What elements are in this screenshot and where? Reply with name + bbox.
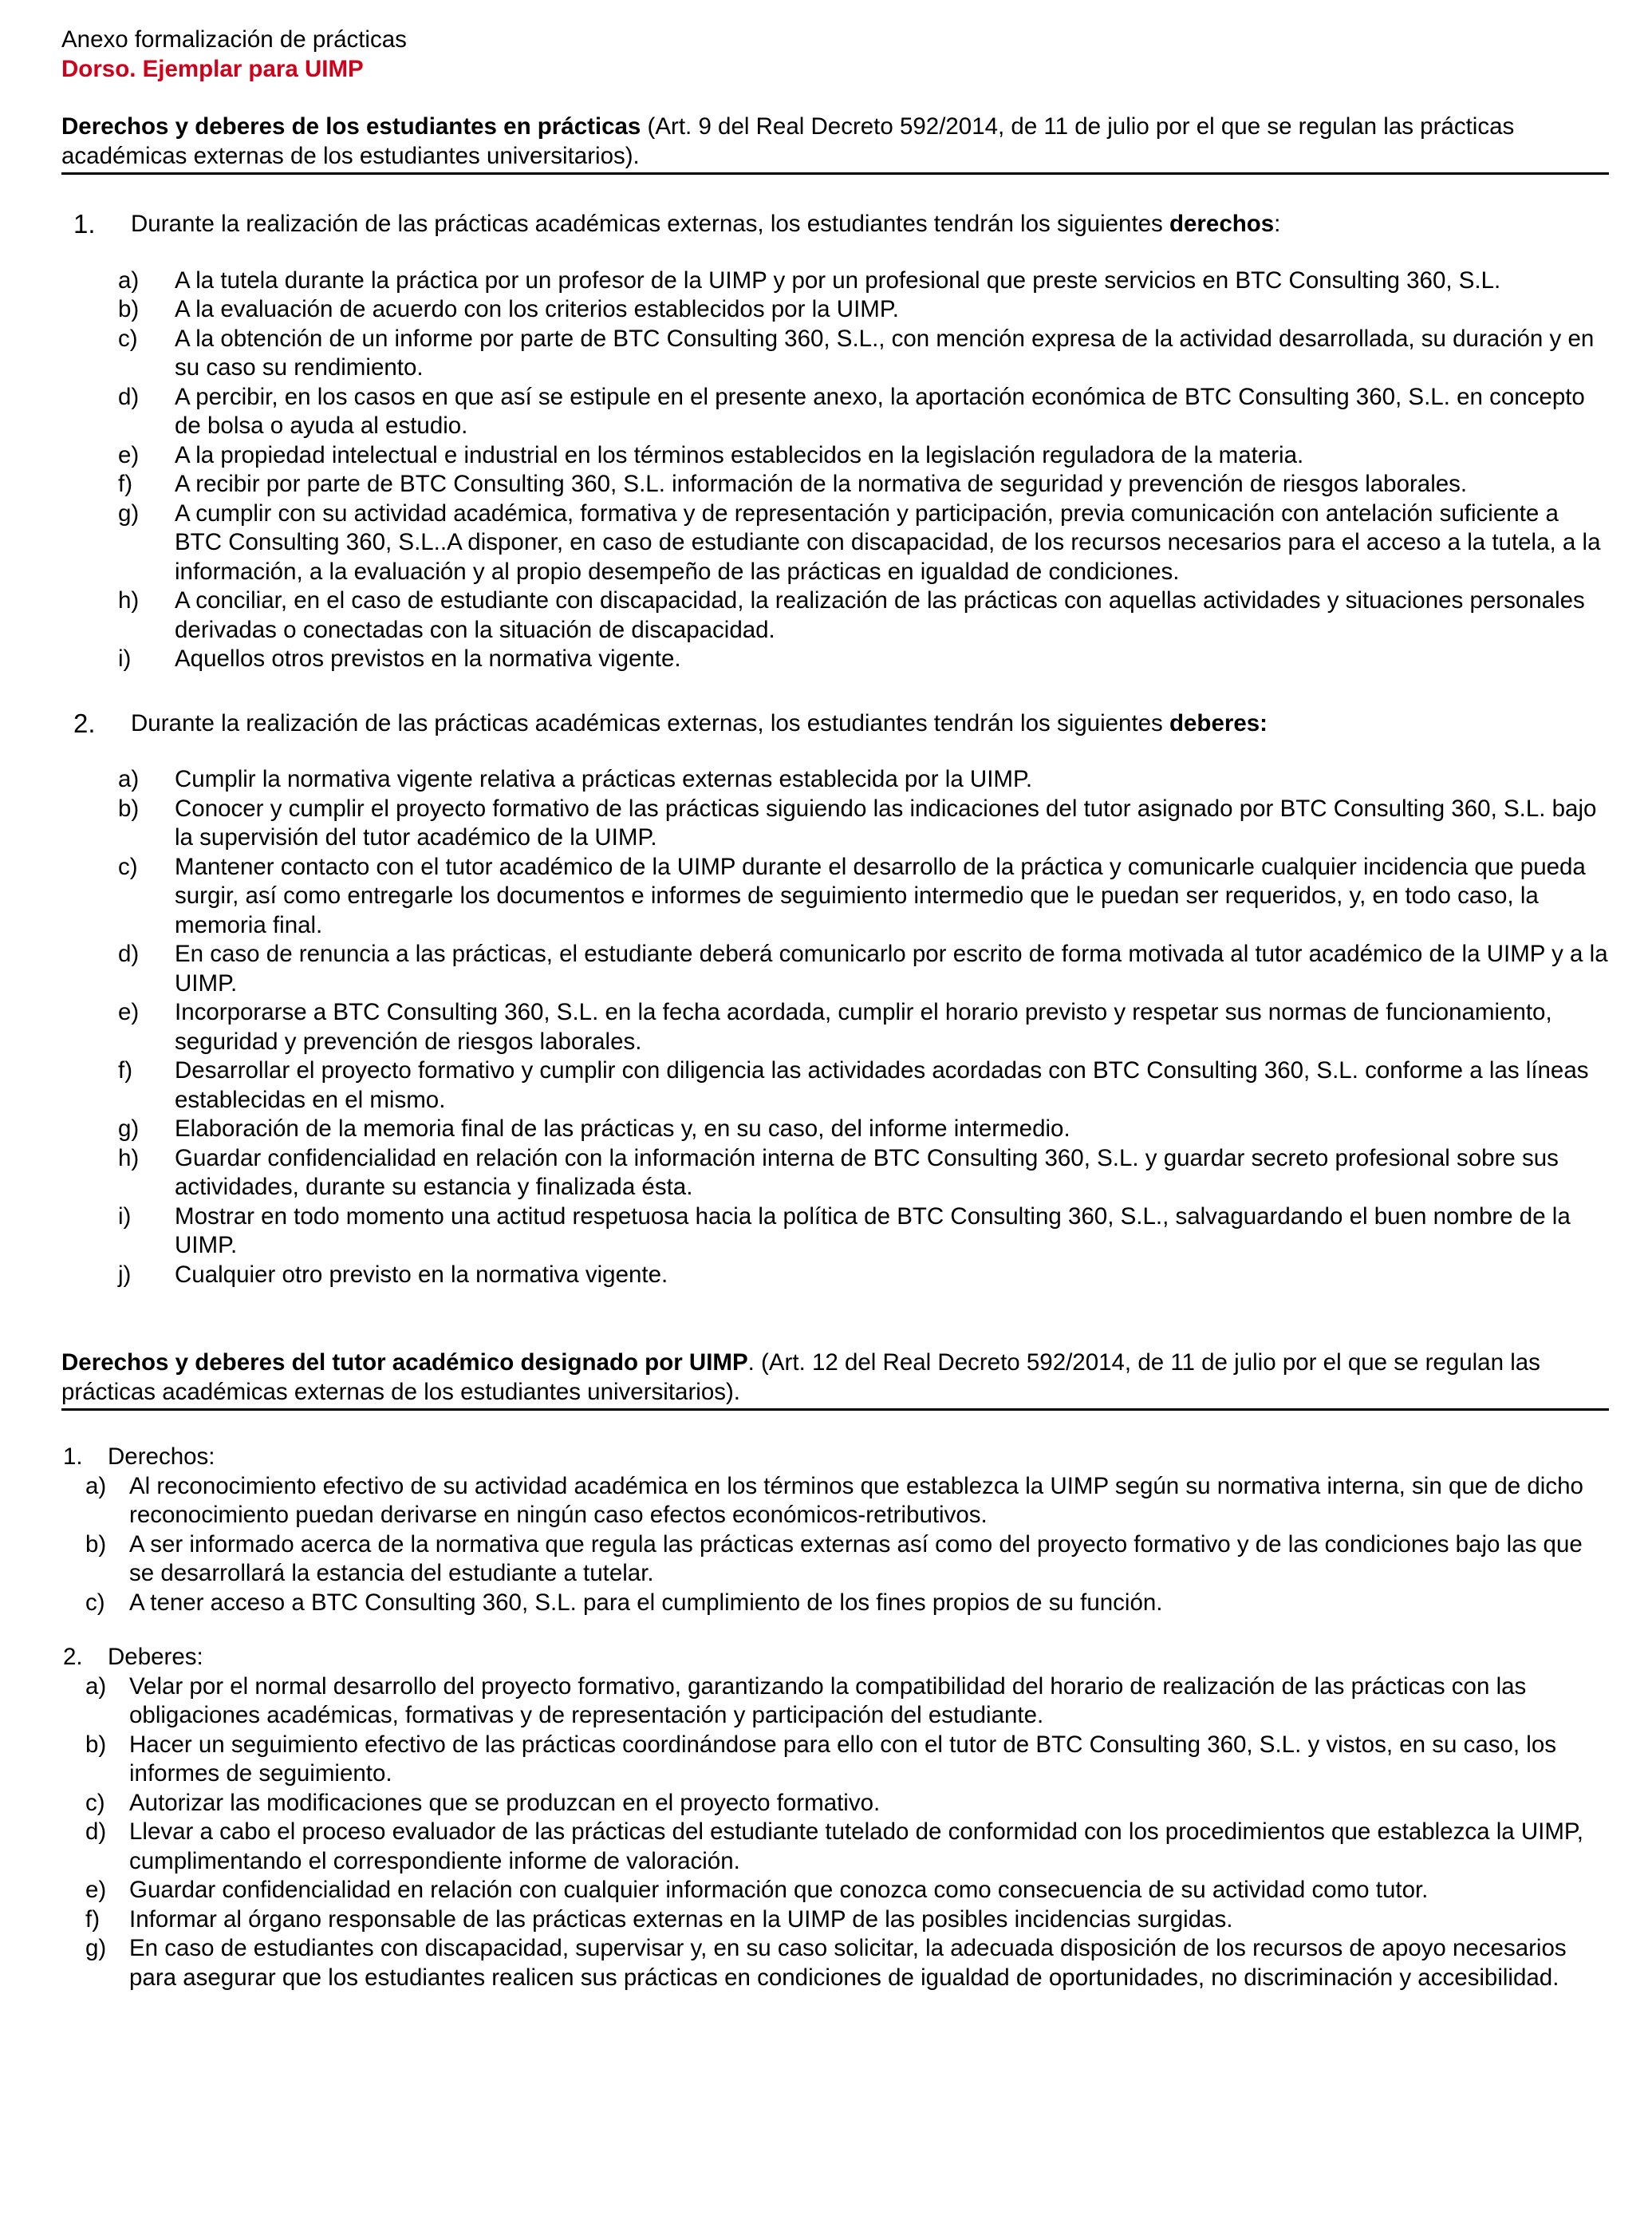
tutor-rights-heading xyxy=(61,1443,1609,1472)
annex-title: Anexo formalización de prácticas xyxy=(61,26,407,53)
tutor-duty-item xyxy=(61,1818,1609,1876)
students-duties-intro: Durante la realización de las prácticas académicas externas, los estudiantes tendrán los siguientes xyxy=(131,709,1169,736)
student-duty-item xyxy=(61,765,1609,795)
tutor-title-rest: . (Art. 12 del Real Decreto 592/2014, de 11 de julio por el que se regulan las prácticas académicas externas de los estudiantes universitarios). xyxy=(61,1349,1540,1405)
list-item-letter: g) xyxy=(85,1935,107,1961)
list-item-text: A conciliar, en el caso de estudiante con discapacidad, la realización de las prácticas con aquellas actividades y situaciones personales derivadas o conectadas con la situación de discapacidad. xyxy=(175,587,1585,643)
list-item-letter: a) xyxy=(118,766,140,792)
list-item-text: A tener acceso a BTC Consulting 360, S.L. para el cumplimiento de los fines propios de su función. xyxy=(129,1589,1163,1616)
list-item-letter: f) xyxy=(118,1057,133,1084)
list-item-text: Desarrollar el proyecto formativo y cumplir con diligencia las actividades acordadas con BTC Consulting 360, S.L. conforme a las líneas establecidas en el mismo. xyxy=(175,1057,1589,1113)
student-right-item xyxy=(61,586,1609,645)
tutor-title-bold: Derechos y deberes del tutor académico designado por UIMP xyxy=(61,1349,748,1376)
copy-label: Dorso. Ejemplar para UIMP xyxy=(61,55,364,82)
list-item-text: Mostrar en todo momento una actitud respetuosa hacia la política de BTC Consulting 360, S.L., salvaguardando el buen nombre de la UIMP. xyxy=(175,1202,1571,1258)
list-item-text: A la propiedad intelectual e industrial en los términos establecidos en la legislación reguladora de la materia. xyxy=(175,441,1304,468)
tutor-right-item xyxy=(61,1589,1609,1618)
list-item-letter: h) xyxy=(118,1144,140,1171)
tutor-right-item xyxy=(61,1472,1609,1530)
students-rights-intro-bold: derechos xyxy=(1169,211,1275,237)
tutor-rights-number: 1. xyxy=(63,1443,83,1470)
tutor-duty-item xyxy=(61,1905,1609,1935)
list-item-text: Mantener contacto con el tutor académico de la UIMP durante el desarrollo de la práctica y comunicarle cualquier incidencia que pueda surgir, así como entregarle los documentos e informes de seguimiento intermedio que le puedan ser requeridos, y, en todo caso, la memoria final. xyxy=(175,853,1586,938)
list-item-text: Cualquier otro previsto en la normativa vigente. xyxy=(175,1261,668,1288)
tutor-duty-item xyxy=(61,1934,1609,1992)
list-item-letter: e) xyxy=(85,1877,107,1903)
list-item-text: A ser informado acerca de la normativa que regula las prácticas externas así como del proyecto formativo y de las condiciones bajo las que se desarrollará la estancia del estudiante a tutelar. xyxy=(129,1530,1583,1586)
student-right-item xyxy=(61,645,1609,674)
student-right-item xyxy=(61,470,1609,499)
student-duty-item xyxy=(61,853,1609,941)
list-item-letter: a) xyxy=(118,267,140,294)
list-item-text: En caso de estudiantes con discapacidad, supervisar y, en su caso solicitar, la adecuada disposición de los recursos de apoyo necesarios para asegurar que los estudiantes realicen sus prácticas en condiciones de igualdad de oportunidades, no discriminación y accesibilidad. xyxy=(129,1935,1567,1991)
list-item-letter: c) xyxy=(85,1589,105,1616)
list-item-letter: d) xyxy=(118,941,140,967)
list-item-letter: d) xyxy=(85,1818,107,1845)
list-item-letter: c) xyxy=(85,1789,105,1816)
student-duty-item xyxy=(61,795,1609,853)
list-item-letter: b) xyxy=(85,1731,107,1758)
tutor-duty-item xyxy=(61,1731,1609,1789)
list-item-letter: b) xyxy=(118,795,140,822)
tutor-rights-list xyxy=(61,1472,1609,1618)
tutor-duty-item xyxy=(61,1672,1609,1731)
list-item-letter: a) xyxy=(85,1472,107,1499)
tutor-section-title xyxy=(61,1348,1609,1411)
list-item-text: Conocer y cumplir el proyecto formativo de las prácticas siguiendo las indicaciones del tutor asignado por BTC Consulting 360, S.L. bajo la supervisión del tutor académico de la UIMP. xyxy=(175,795,1597,851)
student-duty-item xyxy=(61,1261,1609,1290)
student-duty-item xyxy=(61,998,1609,1056)
students-duties-intro-bold: deberes: xyxy=(1169,709,1268,736)
list-item-text: Cumplir la normativa vigente relativa a prácticas externas establecida por la UIMP. xyxy=(175,766,1033,792)
list-item-letter: e) xyxy=(118,441,140,468)
list-item-letter: i) xyxy=(118,1202,132,1230)
list-item-letter: a) xyxy=(85,1672,107,1700)
list-item-letter: f) xyxy=(85,1905,101,1933)
student-duty-item xyxy=(61,1202,1609,1261)
students-duties-number: 2. xyxy=(73,708,96,738)
list-item-text: Elaboración de la memoria final de las prácticas y, en su caso, del informe intermedio. xyxy=(175,1115,1070,1142)
list-item-text: Guardar confidencialidad en relación con cualquier información que conozca como consecuencia de su actividad como tutor. xyxy=(129,1877,1429,1903)
students-rights-intro: Durante la realización de las prácticas académicas externas, los estudiantes tendrán los siguientes xyxy=(131,211,1169,237)
student-duty-item xyxy=(61,940,1609,998)
list-item-letter: f) xyxy=(118,471,133,497)
list-item-letter: b) xyxy=(85,1530,107,1558)
list-item-text: Hacer un seguimiento efectivo de las prácticas coordinándose para ello con el tutor de BTC Consulting 360, S.L. y vistos, en su caso, los informes de seguimiento. xyxy=(129,1731,1556,1787)
student-duty-item xyxy=(61,1115,1609,1144)
list-item-letter: j) xyxy=(118,1261,132,1288)
list-item-letter: b) xyxy=(118,296,140,322)
list-item-text: A la evaluación de acuerdo con los criterios establecidos por la UIMP. xyxy=(175,296,899,322)
list-item-letter: e) xyxy=(118,999,140,1025)
list-item-text: Velar por el normal desarrollo del proyecto formativo, garantizando la compatibilidad del horario de realización de las prácticas con las obligaciones académicas, formativas y de representación y participación del estudiante. xyxy=(129,1672,1527,1728)
list-item-letter: i) xyxy=(118,646,132,672)
list-item-text: En caso de renuncia a las prácticas, el estudiante deberá comunicarlo por escrito de forma motivada al tutor académico de la UIMP y a la UIMP. xyxy=(175,941,1608,997)
list-item-text: Autorizar las modificaciones que se produzcan en el proyecto formativo. xyxy=(129,1789,881,1816)
list-item-text: A la obtención de un informe por parte de BTC Consulting 360, S.L., con mención expresa de la actividad desarrollada, su duración y en su caso su rendimiento. xyxy=(175,325,1595,381)
student-right-item xyxy=(61,295,1609,325)
tutor-duty-item xyxy=(61,1789,1609,1818)
student-right-item xyxy=(61,499,1609,587)
student-right-item xyxy=(61,383,1609,441)
list-item-text: Informar al órgano responsable de las prácticas externas en la UIMP de las posibles incidencias surgidas. xyxy=(129,1905,1233,1933)
list-item-text: Guardar confidencialidad en relación con la información interna de BTC Consulting 360, S.L. y guardar secreto profesional sobre sus actividades, durante su estancia y finalizada ésta. xyxy=(175,1144,1559,1200)
students-rights-heading xyxy=(61,210,1609,239)
students-duties-heading xyxy=(61,709,1609,739)
tutor-rights-label: Derechos: xyxy=(108,1443,215,1470)
students-title-rest: (Art. 9 del Real Decreto 592/2014, de 11 de julio por el que se regulan las prácticas académicas externas de los estudiantes universitarios). xyxy=(61,113,1515,169)
tutor-duties-number: 2. xyxy=(63,1644,83,1670)
student-duty-item xyxy=(61,1056,1609,1115)
list-item-text: A percibir, en los casos en que así se estipule en el presente anexo, la aportación económica de BTC Consulting 360, S.L. en concepto de bolsa o ayuda al estudio. xyxy=(175,383,1585,439)
list-item-text: Al reconocimiento efectivo de su actividad académica en los términos que establezca la UIMP según su normativa interna, sin que de dicho reconocimiento puedan derivarse en ningún caso efectos económicos-retributivos. xyxy=(129,1472,1583,1528)
list-item-letter: g) xyxy=(118,499,140,527)
list-item-letter: c) xyxy=(118,325,138,352)
list-item-letter: g) xyxy=(118,1115,140,1142)
tutor-duties-heading xyxy=(61,1643,1609,1672)
list-item-text: A recibir por parte de BTC Consulting 360, S.L. información de la normativa de seguridad y prevención de riesgos laborales. xyxy=(175,471,1468,497)
student-duty-item xyxy=(61,1144,1609,1202)
document-body xyxy=(61,26,1609,1992)
tutor-duties-label: Deberes: xyxy=(108,1644,203,1670)
list-item-text: Incorporarse a BTC Consulting 360, S.L. en la fecha acordada, cumplir el horario previsto y respetar sus normas de funcionamiento, seguridad y prevención de riesgos laborales. xyxy=(175,999,1552,1055)
students-rights-number: 1. xyxy=(73,209,96,239)
tutor-right-item xyxy=(61,1530,1609,1589)
student-right-item xyxy=(61,441,1609,471)
tutor-duty-item xyxy=(61,1876,1609,1905)
students-duties-list xyxy=(61,765,1609,1289)
student-right-item xyxy=(61,325,1609,383)
students-title-bold: Derechos y deberes de los estudiantes en prácticas xyxy=(61,113,641,140)
list-item-letter: d) xyxy=(118,383,140,410)
list-item-text: Aquellos otros previstos en la normativa vigente. xyxy=(175,646,681,672)
list-item-text: Llevar a cabo el proceso evaluador de las prácticas del estudiante tutelado de conformidad con los procedimientos que establezca la UIMP, cumplimentando el correspondiente informe de valoración. xyxy=(129,1818,1583,1874)
list-item-letter: c) xyxy=(118,853,138,880)
students-section-title xyxy=(61,113,1609,175)
list-item-letter: h) xyxy=(118,587,140,614)
students-rights-list xyxy=(61,267,1609,674)
list-item-text: A la tutela durante la práctica por un profesor de la UIMP y por un profesional que preste servicios en BTC Consulting 360, S.L. xyxy=(175,267,1501,294)
students-rights-intro-end: : xyxy=(1274,211,1281,237)
tutor-duties-list xyxy=(61,1672,1609,1993)
list-item-text: A cumplir con su actividad académica, formativa y de representación y participación, previa comunicación con antelación suficiente a BTC Consulting 360, S.L..A disponer, en caso de estudiante con discapacidad, de los recursos necesarios para el acceso a la tutela, a la información, a la evaluación y al propio desempeño de las prácticas en igualdad de condiciones. xyxy=(175,499,1601,585)
student-right-item xyxy=(61,267,1609,296)
